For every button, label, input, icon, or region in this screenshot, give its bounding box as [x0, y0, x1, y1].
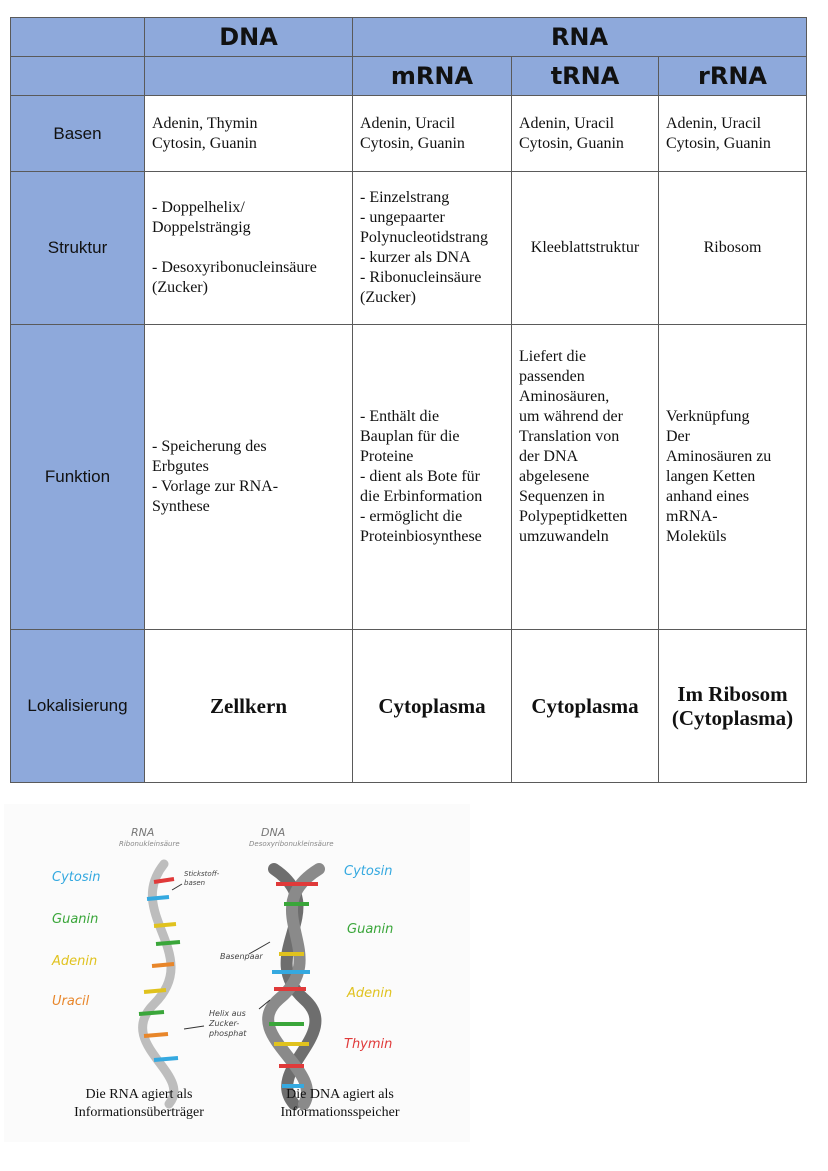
header-dna: DNA: [145, 18, 353, 57]
cell-line: - Ribonucleinsäure: [360, 269, 482, 286]
cell-line: Ribosom: [703, 239, 762, 256]
cell-line: Proteinbiosynthese: [360, 528, 482, 545]
cell-line: - ungepaarter: [360, 209, 445, 226]
dna-subtitle: Desoxyribonukleinsäure: [249, 840, 334, 848]
cell-line: Zellkern: [210, 694, 287, 718]
cell-struktur-trna: [512, 172, 659, 325]
cell-basen-dna: [145, 96, 353, 172]
helix-figure: [4, 804, 470, 1142]
cell-funktion-mrna: [353, 325, 512, 630]
cell-line: (Zucker): [360, 289, 416, 306]
cell-line: abgelesene: [519, 468, 590, 485]
cell-line: um während der: [519, 408, 623, 425]
cell-line: Der: [666, 428, 690, 445]
right-base-thymin: Thymin: [344, 1037, 393, 1052]
cell-line: passenden: [519, 368, 585, 385]
cell-line: Kleeblattstruktur: [530, 239, 640, 256]
header-trna: tRNA: [512, 57, 659, 96]
cell-line: Cytoplasma: [531, 694, 639, 718]
label-helix: Helix aus Zucker- phosphat: [209, 1009, 247, 1038]
header-mrna: mRNA: [353, 57, 512, 96]
corner-cell-2: [11, 57, 145, 96]
cell-line: [152, 238, 345, 258]
cell-line: Liefert die: [519, 348, 587, 365]
cell-line: Polynucleotidstrang: [360, 229, 488, 246]
cell-line: Moleküls: [666, 528, 727, 545]
dna-title: DNA: [261, 826, 286, 839]
cell-struktur-mrna: [353, 172, 512, 325]
rna-title: RNA: [131, 826, 155, 839]
cell-line: Adenin, Uracil: [666, 114, 762, 132]
comparison-table: [10, 17, 807, 783]
cell-line: Aminosäuren zu: [666, 448, 772, 465]
cell-line: Adenin, Thymin: [152, 114, 258, 132]
cell-line: - Doppelhelix/: [152, 199, 245, 216]
cell-line: Im Ribosom: [677, 682, 788, 706]
cell-line: Adenin, Uracil: [519, 114, 615, 132]
cell-line: - kurzer als DNA: [360, 249, 471, 266]
cell-lokal-mrna: [353, 630, 512, 783]
cell-line: anhand eines: [666, 488, 750, 505]
cell-line: umzuwandeln: [519, 528, 609, 545]
cell-line: - Enthält die: [360, 408, 440, 425]
caption-rna: Die RNA agiert als Informationsüberträger: [74, 1087, 204, 1120]
header-rrna: rRNA: [659, 57, 807, 96]
cell-line: Erbgutes: [152, 458, 209, 475]
cell-line: - ermöglicht die: [360, 508, 463, 525]
cell-line: Doppelsträngig: [152, 219, 251, 236]
cell-line: die Erbinformation: [360, 488, 483, 505]
cell-lokal-dna: [145, 630, 353, 783]
cell-line: Cytosin, Guanin: [519, 134, 624, 152]
cell-struktur-rrna: [659, 172, 807, 325]
rna-subtitle: Ribonukleinsäure: [119, 840, 180, 848]
cell-line: der DNA: [519, 448, 579, 465]
cell-line: Adenin, Uracil: [360, 114, 456, 132]
cell-line: mRNA-: [666, 508, 718, 525]
cell-line: Proteine: [360, 448, 414, 465]
right-base-adenin: Adenin: [347, 986, 393, 1001]
cell-line: Cytosin, Guanin: [360, 134, 465, 152]
cell-line: langen Ketten: [666, 468, 756, 485]
cell-line: - Desoxyribonucleinsäure: [152, 259, 317, 276]
cell-basen-trna: [512, 96, 659, 172]
cell-line: Synthese: [152, 498, 210, 515]
cell-line: Verknüpfung: [666, 408, 750, 425]
cell-line: Sequenzen in: [519, 488, 605, 505]
row-label-struktur: Struktur: [11, 172, 145, 325]
cell-funktion-dna: [145, 325, 353, 630]
cell-lokal-rrna: [659, 630, 807, 783]
header-dna-blank: [145, 57, 353, 96]
row-label-lokalisierung: Lokalisierung: [11, 630, 145, 783]
caption-dna: Die DNA agiert als Informationsspeicher: [280, 1087, 400, 1120]
cell-line: Aminosäuren,: [519, 388, 610, 405]
row-label-basen: Basen: [11, 96, 145, 172]
cell-basen-rrna: [659, 96, 807, 172]
cell-line: (Zucker): [152, 279, 208, 296]
label-basenpaar: Basenpaar: [220, 952, 263, 961]
cell-struktur-dna: [145, 172, 353, 325]
cell-line: Translation von: [519, 428, 620, 445]
label-stickstoff: Stickstoff- basen: [184, 870, 220, 887]
cell-lokal-trna: [512, 630, 659, 783]
cell-line: (Cytoplasma): [671, 706, 794, 730]
right-base-cytosin: Cytosin: [344, 864, 393, 879]
left-base-adenin: Adenin: [52, 954, 98, 969]
cell-funktion-rrna: [659, 325, 807, 630]
left-base-uracil: Uracil: [52, 994, 90, 1009]
cell-line: - Speicherung des: [152, 438, 267, 455]
cell-funktion-trna: [512, 325, 659, 630]
cell-line: - Vorlage zur RNA-: [152, 478, 279, 495]
left-base-cytosin: Cytosin: [52, 870, 101, 885]
cell-line: Cytosin, Guanin: [152, 134, 257, 152]
cell-line: Polypeptidketten: [519, 508, 628, 525]
cell-line: - Einzelstrang: [360, 189, 450, 206]
header-rna: RNA: [353, 18, 807, 57]
left-base-guanin: Guanin: [52, 912, 99, 927]
cell-line: Bauplan für die: [360, 428, 460, 445]
row-label-funktion: Funktion: [11, 325, 145, 630]
cell-basen-mrna: [353, 96, 512, 172]
right-base-guanin: Guanin: [347, 922, 394, 937]
cell-line: - dient als Bote für: [360, 468, 480, 485]
cell-line: Cytosin, Guanin: [666, 134, 771, 152]
cell-line: Cytoplasma: [378, 694, 486, 718]
corner-cell: [11, 18, 145, 57]
